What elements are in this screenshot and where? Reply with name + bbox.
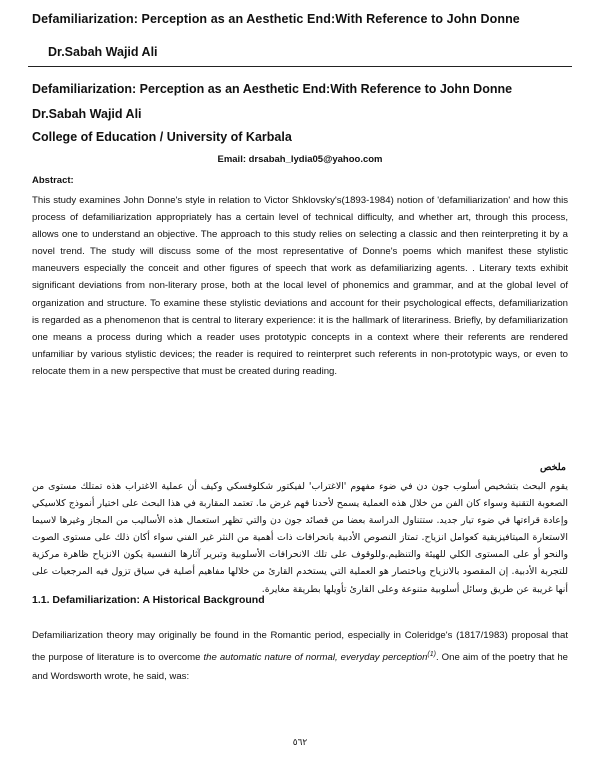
article-affiliation: College of Education / University of Karbala [32, 130, 292, 144]
header-rule [28, 66, 572, 67]
footnote-marker[interactable]: (1) [427, 651, 436, 658]
arabic-abstract-heading: ملخص [539, 462, 566, 473]
section-body-text-2: . One aim of the poetry that he and Wordsworth wrote, he said, was: [32, 652, 569, 683]
page-number: ٥٦٢ [292, 738, 308, 748]
section-body-italic: the automatic nature of normal, everyday perception [203, 652, 428, 664]
section-body-text-1: Defamiliarization theory may originally be found in the Romantic period, especially in Coleridge's (1817/1983) proposal that the purpose of literature is to overcome [32, 630, 568, 664]
article-title: Defamiliarization: Perception as an Aesthetic End:With Reference to John Donne [32, 82, 513, 96]
article-author: Dr.Sabah Wajid Ali [32, 107, 142, 121]
running-header-author: Dr.Sabah Wajid Ali [48, 45, 158, 59]
abstract-text: This study examines John Donne's style in relation to Victor Shklovsky's(1893-1984) notion of 'defamiliarization' and how this process of defamiliarization appropriately has a certain level of technical difficulty, and whether art, through this process, allows one to understand an objective. The approach to this study relies on selecting a classic and then reinterpreting it by a novel trend. The study will discuss some of the most representative of Donne's poems which manifest these stylistic maneuvers especially the conceit and other figures of speech that work as defamiliarizing agents. . Literary texts exhibit significant deviations from non-literary prose, both at the local level of phonemics and grammar, and at the global level of organization and structure. To examine these stylistic deviations and account for their psychological effects, defamiliarization is regarded as a phenomenon that is central to literary experience: it is the hallmark of literariness. Briefly, by defamiliarization one means a process during which a reader uses prototypic concepts in a context where their referents are rendered unfamiliar by various stylistic devices; the reader is required to reinterpret such referents in non-prototypic ways, or even to relocate them in a new perspective that must be created during reading. [32, 195, 568, 377]
section-heading: 1.1. Defamiliarization: A Historical Background [32, 594, 265, 606]
running-header-title: Defamiliarization: Perception as an Aesthetic End:With Reference to John Donne [32, 12, 520, 26]
author-email: Email: drsabah_lydia05@yahoo.com [217, 154, 383, 165]
section-body [32, 626, 568, 686]
arabic-abstract-text: يقوم البحث بتشخيص أسلوب جون دن في ضوء مفهوم 'الاغتراب' لفيكتور شكلوفسكي وكيف أن عملية الاغتراب هذه تمتلك مستوى من الصعوبة التقنية وسواء كان الفن من خلال هذه العملية يسمح لأحدنا فهم غرض ما. تعتمد المقاربة في هذا البحث على اختيار أنموذج كلاسيكي وإعادة قراءتها في ضوء تيار جديد. ستتناول الدراسة بعضا من قصائد جون دن والتي تظهر استعمال هذه الأساليب من المجاز وغيرها لاسيما الاستعارة الميتافيزيقية كعوامل انزياح. تمتاز النصوص الأدبية بانحرافات ذات أهمية من النثر غير الفني سواء أكان ذلك على مستوى الصوت والنحو أو على المستوى الكلي للهيئة والتنظيم.وللوقوف على تلك الانحرافات الأسلوبية وتبرير آثارها النفسية يكون الانزياح ظاهرة مركزية للتجربة الأدبية. إن المقصود بالانزياح وباختصار هو العملية التي يستخدم القارئ من خلالها مفاهيم أصلية في سياق تزول فيه المرجعيات على أنها غريبة عن طريق وسائل أسلوبية متنوعة وعلى القارئ تأويلها بطريقة مغايرة. [32, 481, 568, 595]
abstract-label: Abstract: [32, 175, 74, 186]
